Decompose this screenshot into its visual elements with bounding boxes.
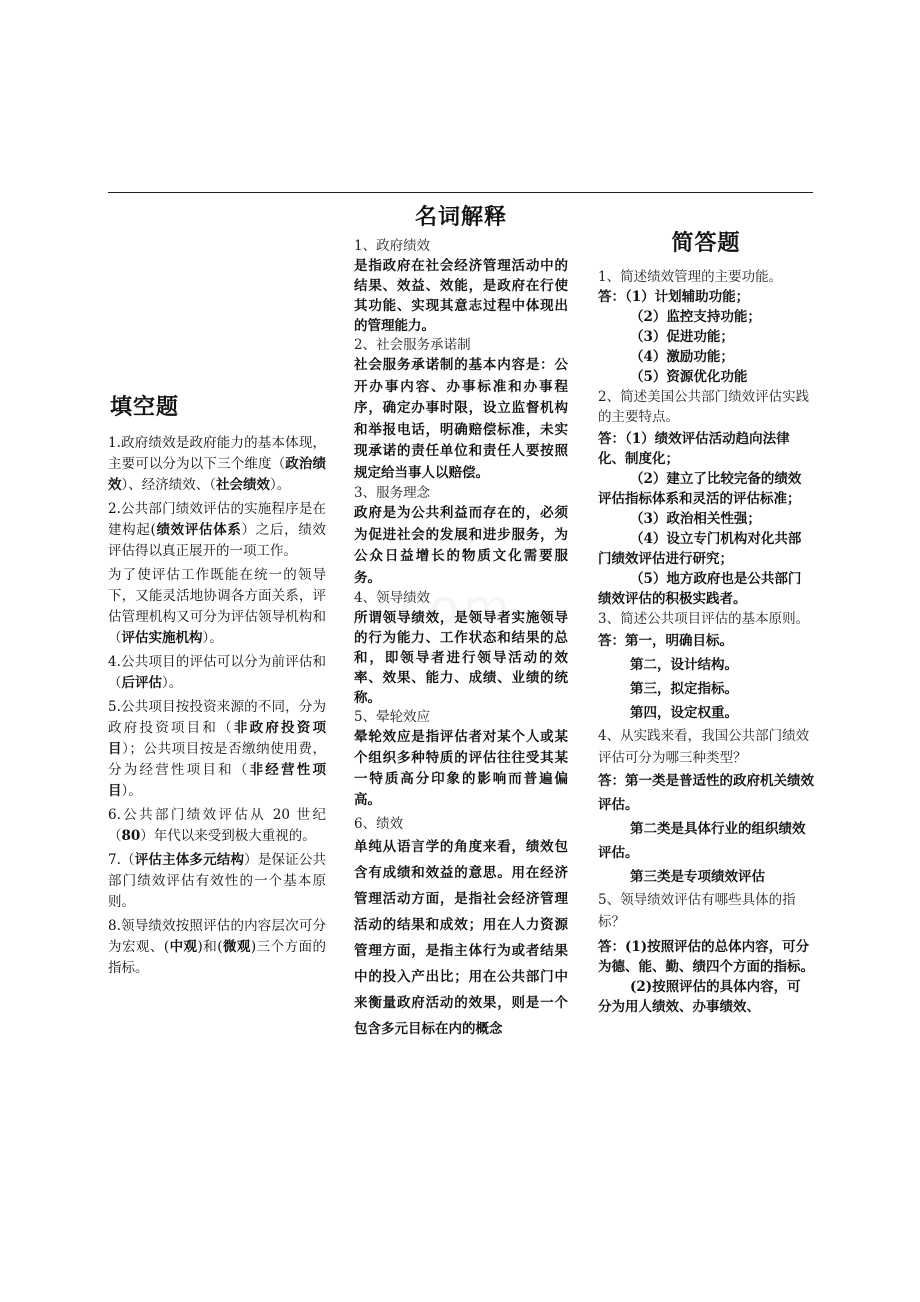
fill-in-text: ）。 (162, 675, 183, 691)
fill-in-answer: 社会绩效 (216, 477, 270, 493)
question-4: 4、从实践来看，我国公共部门绩效评估可分为哪三种类型？ (598, 728, 810, 766)
fill-in-list (108, 433, 326, 979)
fill-in-answer: 微观 (222, 939, 251, 955)
fill-in-item (108, 850, 326, 913)
fill-in-text: ）。 (202, 630, 223, 646)
term-definition: 政府是为公共利益而存在的，必须为促进社会的发展和进步服务，为公众日益增长的物质文化需要服务。 (354, 505, 568, 586)
fill-in-text: 1.政府绩效是政府能力的基本体现，主要可以分为以下三个维度（ (108, 435, 326, 472)
term-entry (354, 237, 568, 336)
fill-in-text: ）年代以来受到极大重视的。 (140, 828, 316, 844)
fill-in-item (108, 499, 326, 562)
question-2: 2、简述美国公共部门绩效评估实践的主要特点。 (598, 389, 810, 425)
fill-in-text: 2.公共部门绩效评估的实施程序是在建构起( (108, 501, 326, 538)
term-title: 4、领导绩效 (354, 590, 431, 606)
fill-in-text: 4.公共项目的评估可以分为前评估和（ (108, 654, 326, 691)
fill-in-answer: 后评估 (121, 675, 162, 691)
answer-line: 答：(1)按照评估的总体内容，可分为德、能、勤、绩四个方面的指标。 (598, 939, 814, 975)
fill-in-answer: 评估主体多元结构 (134, 852, 245, 868)
answer-line: 第三类是专项绩效评估 (630, 869, 765, 885)
term-entry (354, 589, 568, 708)
fill-in-answer: 政治绩效 (108, 456, 327, 493)
term-title: 6、绩效 (354, 816, 404, 832)
fill-in-answer: 80 (121, 828, 141, 844)
question-1: 1、简述绩效管理的主要功能。 (598, 269, 783, 285)
fill-in-text: )三个方面的指标。 (108, 939, 326, 976)
short-answer-heading: 简答题 (671, 231, 741, 256)
fill-in-text: ）之后，绩效评估得以真正展开的一项工作。 (108, 522, 326, 559)
fill-in-item (108, 697, 326, 802)
term-entry (354, 336, 568, 484)
fill-in-item (108, 805, 326, 847)
answer-line: 答：第一，明确目标。 (598, 633, 733, 649)
term-entry (354, 708, 568, 811)
answer-line: （5）地方政府也是公共部门绩效评估的积极实践者。 (598, 571, 802, 607)
fill-in-text: ）是保证公共部门绩效评估有效性的一个基本原则。 (108, 852, 327, 910)
term-title: 2、社会服务承诺制 (354, 337, 471, 353)
top-divider (108, 192, 813, 193)
answer-line: 答：（1）计划辅助功能； (598, 289, 750, 305)
answer-line: (2)按照评估的具体内容，可分为用人绩效、办事绩效、 (598, 979, 801, 1015)
fill-in-text: 5.公共项目按投资来源的不同，分为政府投资项目和（ (108, 699, 326, 736)
answer-line: 第四，设定权重。 (630, 705, 738, 721)
fill-in-item (108, 565, 326, 649)
term-title: 5、晕轮效应 (354, 709, 431, 725)
fill-in-text: 为了使评估工作既能在统一的领导下，又能灵活地协调各方面关系，评估管理机构又可分为评估领导机构和（ (108, 567, 326, 646)
answer-line: （2）监控支持功能； (630, 309, 761, 325)
answer-line: （4）激励功能； (630, 349, 734, 365)
fill-in-answer: 评估实施机构 (121, 630, 203, 646)
fill-in-column (108, 390, 326, 981)
fill-in-text: ）。 (121, 783, 142, 799)
fill-in-text: 7.（ (108, 852, 135, 868)
fill-in-text: 6.公共部门绩效评估从 20 世纪（ (108, 807, 326, 844)
fill-in-text: )和( (197, 939, 223, 955)
fill-in-answer: 非政府投资项目 (108, 720, 327, 757)
answer-line: （5）资源优化功能 (630, 369, 748, 385)
term-entry (354, 815, 568, 1042)
answer-line: 答：第一类是普适性的政府机关绩效评估。 (598, 773, 814, 813)
fill-in-item (108, 433, 326, 496)
answer-line: （4）设立专门机构对化共部门绩效评估进行研究； (598, 531, 802, 567)
term-definition: 是指政府在社会经济管理活动中的结果、效益、效能，是政府在行使其功能、实现其意志过程中体现出的管理能力。 (354, 258, 568, 334)
term-entry (354, 484, 568, 589)
fill-in-text: 8.领导绩效按照评估的内容层次可分为宏观、( (108, 918, 326, 955)
fill-in-text: ）、经济绩效、（ (121, 477, 216, 493)
term-definition: 单纯从语言学的角度来看，绩效包含有成绩和效益的意思。用在经济管理活动方面，是指社会经济管理活动的结果和成效；用在人力资源管理方面，是指主体行为或者结果中的投入产出比；用在公共部门中来衡量政府活动的效果，则是一个包含多元目标在内的概念 (354, 839, 568, 1037)
fill-in-answer: 绩效评估体系 (155, 522, 242, 538)
question-3: 3、简述公共项目评估的基本原则。 (598, 611, 810, 627)
question-5: 5、领导绩效评估有哪些具体的指标？ (598, 892, 796, 930)
term-definition: 社会服务承诺制的基本内容是：公开办事内容、办事标准和办事程序，确定办事时限，设立监督机构和举报电话，明确赔偿标准，未实现承诺的责任单位和责任人要按照规定给当事人以赔偿。 (354, 357, 568, 481)
answer-line: （2）建立了比较完备的绩效评估指标体系和灵活的评估标准； (598, 471, 802, 507)
answer-line: 第二，设计结构。 (630, 657, 738, 673)
answer-line: （3）促进功能； (630, 329, 734, 345)
term-definition: 晕轮效应是指评估者对某个人或某个组织多种特质的评估往往受其某一特质高分印象的影响而普遍偏高。 (354, 729, 568, 808)
short-answer-column (598, 226, 814, 1017)
fill-in-text: ）；公共项目按是否缴纳使用费，分为经营性项目和（ (108, 741, 327, 778)
fill-in-text: ）。 (270, 477, 291, 493)
term-title: 3、服务理念 (354, 485, 431, 501)
fill-in-answer: 中观 (169, 939, 198, 955)
terms-column (354, 200, 568, 1042)
answer-line: （3）政治相关性强； (630, 511, 761, 527)
answer-line: 第三，拟定指标。 (630, 681, 738, 697)
answer-line: 第二类是具体行业的组织绩效评估。 (598, 821, 806, 861)
fill-in-item (108, 652, 326, 694)
fill-in-item (108, 916, 326, 979)
fill-in-heading: 填空题 (110, 395, 180, 420)
terms-heading: 名词解释 (414, 205, 507, 230)
answer-line: 答：（1）绩效评估活动趋向法律化、制度化； (598, 431, 790, 467)
term-definition: 所谓领导绩效，是领导者实施领导的行为能力、工作状态和结果的总和，即领导者进行领导活动的效率、效果、能力、成绩、业绩的统称。 (354, 610, 568, 706)
fill-in-answer: 非经营性项目 (108, 762, 327, 799)
term-title: 1、政府绩效 (354, 238, 431, 254)
